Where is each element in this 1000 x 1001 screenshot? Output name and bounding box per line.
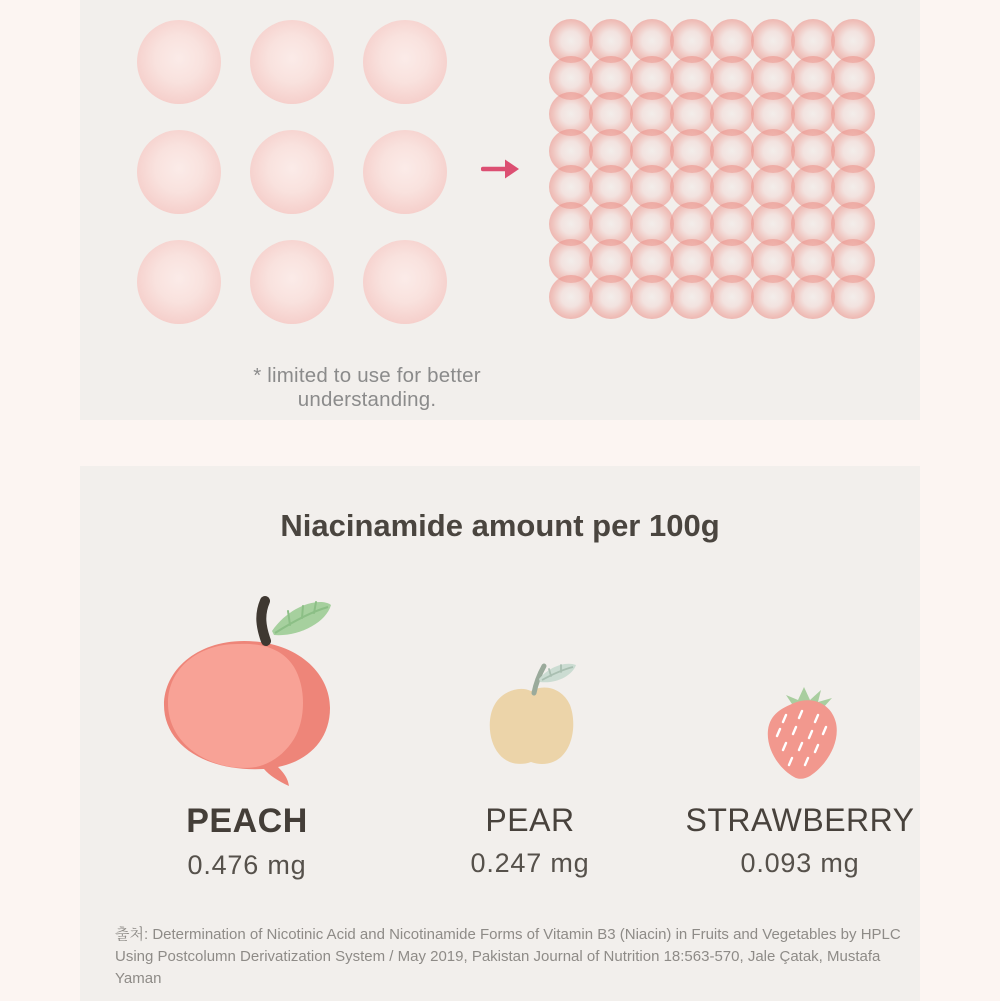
pear-icon xyxy=(380,583,680,789)
source-citation-line1: 출처: Determination of Nicotinic Acid and Nicotinamide Forms of Vitamin B3 (Niacin) in Fruits and Vegetables by HPLC xyxy=(115,926,901,943)
molecule-circle xyxy=(137,240,221,324)
molecule-circle xyxy=(549,275,593,319)
molecule-circle xyxy=(250,240,334,324)
molecule-circle xyxy=(250,130,334,214)
fruit-label-strawberry: STRAWBERRY xyxy=(685,802,915,838)
molecule-circle xyxy=(589,275,633,319)
molecule-circle xyxy=(751,275,795,319)
molecule-circle xyxy=(710,275,754,319)
chart-item-strawberry xyxy=(650,583,950,879)
molecule-grid-sparse xyxy=(137,20,447,324)
chart-title: Niacinamide amount per 100g xyxy=(280,508,720,543)
fruit-label-pear: PEAR xyxy=(485,802,575,838)
fruit-label-peach: PEACH xyxy=(186,802,308,840)
molecule-circle xyxy=(363,20,447,104)
fruit-value-pear: 0.247 mg xyxy=(470,848,590,878)
molecule-circle xyxy=(670,275,714,319)
molecule-circle xyxy=(791,275,835,319)
disclaimer-note: * limited to use for better understanding. xyxy=(253,364,481,411)
source-citation xyxy=(115,924,905,990)
molecule-circle xyxy=(630,275,674,319)
fruit-value-strawberry: 0.093 mg xyxy=(740,848,860,878)
source-citation-line2: Using Postcolumn Derivatization System / May 2019, Pakistan Journal of Nutrition 18:563-570, Jale Çatak, Mustafa Yaman xyxy=(115,948,881,987)
molecule-circle xyxy=(137,130,221,214)
molecule-circle xyxy=(363,130,447,214)
right-arrow-icon xyxy=(481,156,521,182)
fruit-value-peach: 0.476 mg xyxy=(187,850,307,880)
strawberry-icon xyxy=(650,583,950,789)
molecule-grid-dense xyxy=(549,19,875,319)
molecule-circle xyxy=(137,20,221,104)
molecule-comparison-panel xyxy=(80,0,920,420)
chart-item-pear xyxy=(380,583,680,879)
molecule-circle xyxy=(831,275,875,319)
molecule-circle xyxy=(363,240,447,324)
niacinamide-chart-panel xyxy=(80,466,920,1001)
chart-item-peach xyxy=(97,583,397,881)
molecule-circle xyxy=(250,20,334,104)
peach-icon xyxy=(97,583,397,789)
